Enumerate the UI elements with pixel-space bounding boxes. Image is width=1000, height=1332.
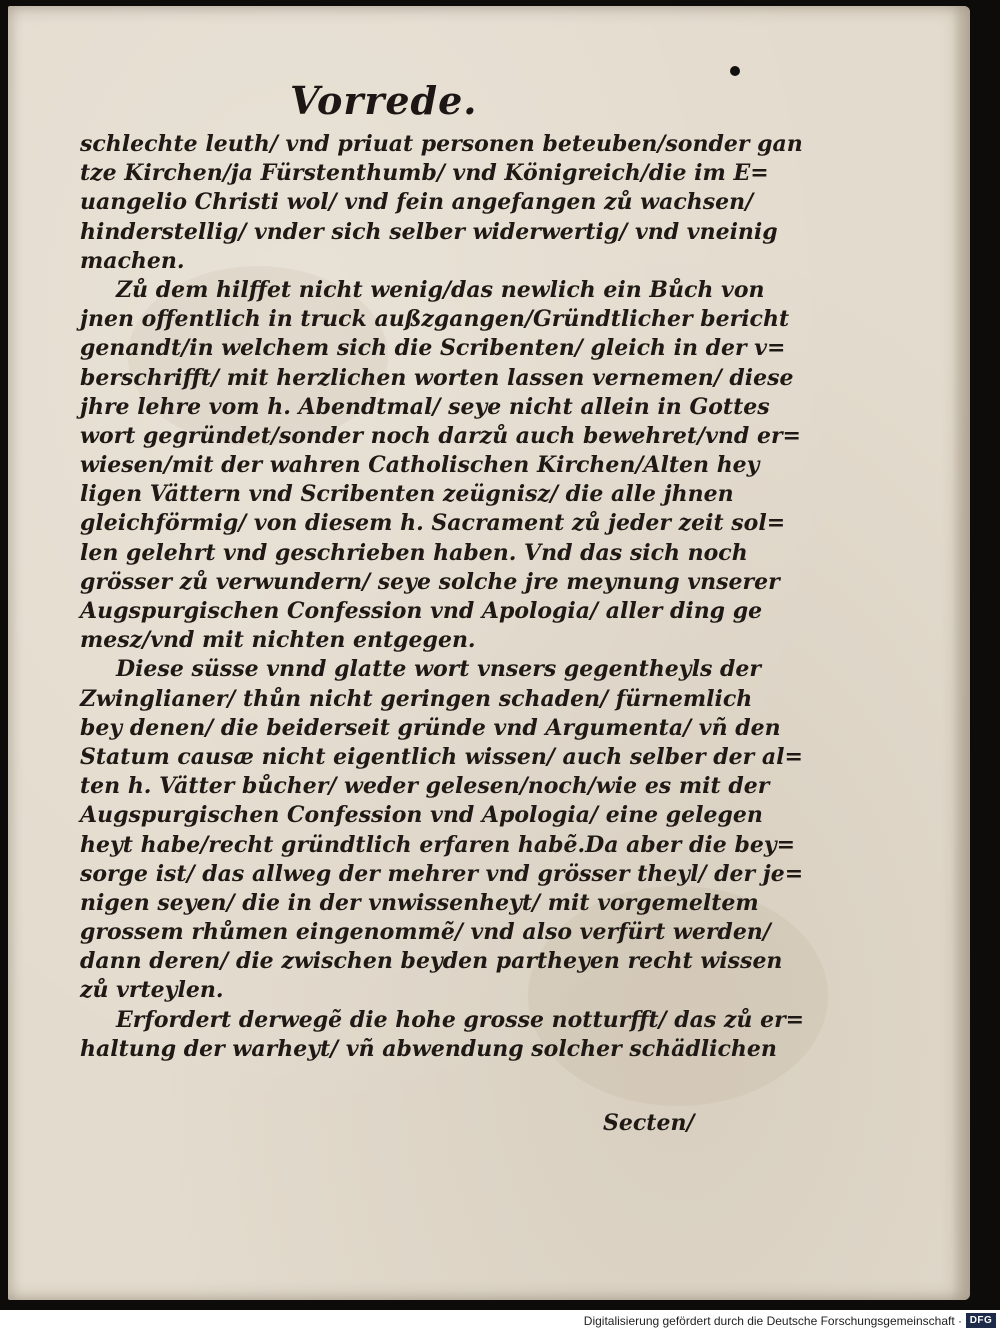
body-text	[80, 130, 805, 1064]
catchword: Secten/	[603, 1110, 695, 1136]
text-line: haltung der warheyt/ vñ abwendung solcher schädlichen	[80, 1035, 777, 1062]
text-line: machen.	[80, 247, 185, 274]
text-line: Augspurgischen Confession vnd Apologia/ aller ding ge	[80, 598, 763, 624]
text-line: nigen seyen/ die in der vnwissenheyt/ mit vorgemeltem	[80, 889, 759, 916]
text-line: wiesen/mit der wahren Catholischen Kirchen/Alten hey	[80, 452, 760, 479]
footer-bar	[0, 1310, 1000, 1332]
text-line: Diese süsse vnnd glatte wort vnsers gegentheyls der	[116, 656, 761, 683]
text-line: berschrifft/ mit herzlichen worten lassen vernemen/ diese	[80, 364, 794, 391]
text-line: gleichförmig/ von diesem h. Sacrament zů jeder zeit sol=	[80, 510, 786, 537]
text-line: ligen Vättern vnd Scribenten zeügnisz/ die alle jhnen	[80, 481, 734, 508]
text-line: ten h. Vätter bůcher/ weder gelesen/noch/wie es mit der	[80, 773, 770, 800]
text-line: mesz/vnd mit nichten entgegen.	[80, 627, 476, 654]
page-edge-shadow	[952, 6, 970, 1300]
text-line: Zů dem hilffet nicht wenig/das newlich ein Bůch von	[116, 276, 765, 303]
text-line: Erfordert derwegẽ die hohe grosse notturfft/ das zů er=	[116, 1006, 805, 1033]
text-line: Statum causæ nicht eigentlich wissen/ auch selber der al=	[80, 743, 803, 770]
text-line: zů vrteylen.	[80, 977, 224, 1004]
ink-dot-mark	[730, 66, 740, 76]
text-line: jnen offentlich in truck außzgangen/Gründtlicher bericht	[80, 306, 790, 333]
text-line: uangelio Christi wol/ vnd fein angefangen zů wachsen/	[80, 189, 754, 216]
running-head: Vorrede.	[290, 78, 478, 123]
text-line: hinderstellig/ vnder sich selber widerwertig/ vnd vneinig	[80, 218, 778, 245]
text-line: Augspurgischen Confession vnd Apologia/ eine gelegen	[80, 802, 763, 829]
text-line: heyt habe/recht gründtlich erfaren habẽ.Da aber die bey=	[80, 831, 796, 858]
text-line: bey denen/ die beiderseit gründe vnd Argumenta/ vñ den	[80, 714, 781, 741]
dfg-logo: DFG	[966, 1313, 996, 1328]
text-line: tze Kirchen/ja Fürstenthumb/ vnd Königreich/die im E=	[80, 160, 769, 187]
text-line: genandt/in welchem sich die Scribenten/ gleich in der v=	[80, 335, 786, 362]
text-line: Zwinglianer/ thůn nicht geringen schaden/ fürnemlich	[80, 685, 753, 712]
text-line: sorge ist/ das allweg der mehrer vnd grösser theyl/ der je=	[80, 860, 804, 887]
text-line: len gelehrt vnd geschrieben haben. Vnd das sich noch	[80, 539, 748, 566]
text-line: jhre lehre vom h. Abendtmal/ seye nicht allein in Gottes	[80, 393, 770, 420]
text-line: grossem rhůmen eingenommẽ/ vnd also verfürt werden/	[80, 919, 771, 946]
text-line: grösser zů verwundern/ seye solche jre meynung vnserer	[80, 568, 780, 595]
text-line: dann deren/ die zwischen beyden partheyen recht wissen	[80, 948, 783, 975]
text-line: wort gegründet/sonder noch darzů auch bewehret/vnd er=	[80, 422, 801, 449]
funding-credit: Digitalisierung gefördert durch die Deutsche Forschungsgemeinschaft ·	[583, 1314, 962, 1328]
text-line: schlechte leuth/ vnd priuat personen beteuben/sonder gan	[80, 131, 803, 157]
